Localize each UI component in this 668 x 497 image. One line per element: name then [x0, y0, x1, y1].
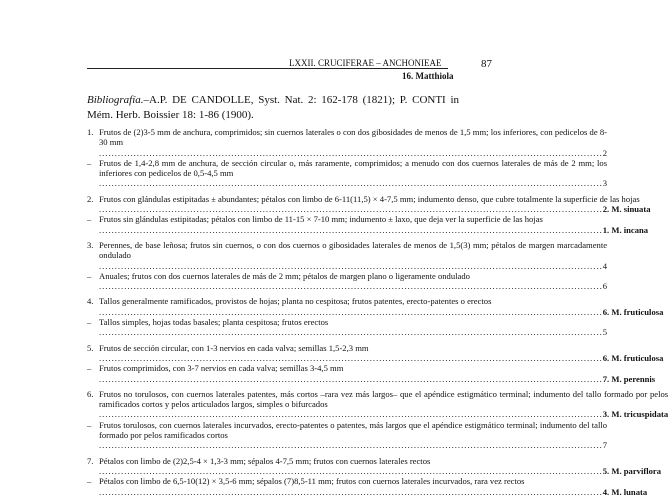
key-couplet-text: [99, 420, 607, 451]
key-couplet: [87, 214, 649, 235]
key-couplet: [87, 296, 664, 317]
key-leader-line: [99, 225, 648, 235]
key-couplet-body: Frutos torulosos, con cuernos laterales incurvados, erecto-patentes o patentes, más largos que el apéndice estigmático terminal; indumento del tallo formado por pelos ramificados cortos: [99, 419, 608, 441]
key-couplet-number: 2.: [87, 193, 94, 204]
key-couplet-body: Anuales; frutos con dos cuernos laterales de más de 2 mm; pétalos de margen plano o ligeramente ondulado: [99, 270, 470, 281]
leader-dots: [99, 281, 603, 291]
key-couplet-text: [99, 214, 648, 235]
key-leader-line: [99, 261, 607, 271]
key-couplet-number: 1.: [87, 127, 94, 137]
key-result: 2. M. sinuata: [602, 204, 651, 215]
leader-dots: [99, 466, 603, 476]
key-result: 3. M. tricuspidata: [602, 409, 668, 420]
key-result: 7. M. perennis: [602, 373, 656, 384]
key-result: 6. M. fruticulosa: [602, 306, 664, 317]
key-couplet-number: –: [87, 476, 92, 487]
key-leader-line: [99, 307, 663, 317]
key-couplet-body: Frutos de (2)3-5 mm de anchura, comprimidos; sin cuernos laterales o con dos gibosidades de menos de 1,5 mm; los inferiores, con pedicelos de 8-30 mm: [99, 127, 608, 148]
key-leader-line: [99, 281, 607, 291]
page-number: 87: [481, 58, 492, 70]
key-couplet-body: Frutos de sección circular, con 1-3 nervios en cada valva; semillas 1,5-2,3 mm: [99, 342, 369, 353]
leader-dots: [99, 204, 603, 214]
leader-dots: [99, 225, 603, 235]
key-couplet-text: [99, 158, 607, 189]
key-couplet-text: [99, 456, 661, 477]
key-couplet-number: –: [87, 270, 92, 281]
key-result: 7: [602, 440, 608, 451]
key-result: 4: [602, 260, 608, 271]
key-leader-line: [99, 487, 647, 497]
key-leader-line: [99, 353, 663, 363]
key-couplet-text: [99, 240, 607, 271]
key-leader-line: [99, 148, 607, 158]
key-couplet-body: Frutos no torulosos, con cuernos laterales patentes, más cortos –rara vez más largos– que el apéndice estigmático terminal; indumento del tallo formado por pelos ramificados cortos y pelos articulados largos, simples o bifurcados: [99, 388, 668, 410]
key-couplet: [87, 127, 608, 158]
bibliography-text: –A.P. DE CANDOLLE, Syst. Nat. 2: 162-178 (1821); P. CONTI in Mém. Herb. Boissier 18: 1-86 (1900).: [87, 94, 459, 121]
header-rule: [87, 68, 448, 69]
key-leader-line: [99, 178, 607, 188]
leader-dots: [99, 353, 603, 363]
key-couplet-text: [99, 296, 663, 317]
key-couplet: [87, 342, 664, 364]
leader-dots: [99, 440, 603, 450]
key-result: 4. M. lunata: [602, 486, 648, 497]
key-result: 5: [602, 327, 608, 338]
key-leader-line: [99, 440, 607, 450]
running-header-title: LXXII. CRUCIFERAE – ANCHONIEAE: [289, 58, 442, 68]
leader-dots: [99, 307, 603, 317]
key-couplet-body: Tallos simples, hojas todas basales; planta cespitosa; frutos erectos: [99, 317, 329, 328]
key-couplet: [87, 388, 668, 420]
key-couplet-body: Pétalos con limbo de (2)2,5-4 × 1,3-3 mm; sépalos 4-7,5 mm; frutos con cuernos laterales rectos: [99, 455, 431, 466]
key-leader-line: [99, 374, 655, 384]
key-couplet-text: [99, 476, 647, 497]
key-couplet-number: 6.: [87, 388, 94, 399]
key-couplet-text: [99, 363, 655, 384]
key-couplet-text: [99, 343, 663, 364]
key-couplet-number: –: [87, 157, 92, 168]
key-result: 6. M. fruticulosa: [602, 352, 664, 363]
leader-dots: [99, 487, 603, 497]
leader-dots: [99, 178, 603, 188]
leader-dots: [99, 148, 603, 158]
key-couplet-body: Perennes, de base leñosa; frutos sin cuernos, o con dos cuernos o gibosidades laterales de menos de 1,5(3) mm; pétalos de margen marcadamente ondulado: [99, 239, 608, 261]
leader-dots: [99, 261, 603, 271]
key-couplet-text: [99, 194, 651, 215]
bibliography-paragraph: [87, 93, 459, 123]
key-leader-line: [99, 327, 607, 337]
key-couplet: [87, 157, 608, 189]
identification-key: [87, 127, 668, 497]
key-couplet-text: [99, 389, 668, 420]
running-header-genus: 16. Matthiola: [402, 71, 454, 81]
key-leader-line: [99, 409, 668, 419]
key-couplet-number: –: [87, 419, 92, 430]
key-result: 2: [602, 147, 608, 158]
key-couplet-number: 7.: [87, 455, 94, 466]
leader-dots: [99, 374, 603, 384]
leader-dots: [99, 409, 603, 419]
key-couplet-body: Frutos con glándulas estipitadas ± abundantes; pétalos con limbo de 6-11(11,5) × 4-7,5 mm; indumento denso, que cubre totalmente la superficie de las hojas: [99, 193, 640, 204]
key-result: 6: [602, 281, 608, 292]
key-couplet-number: –: [87, 317, 92, 328]
key-couplet: [87, 363, 656, 384]
bibliography-lead: Bibliografía.: [87, 94, 144, 106]
key-couplet-number: 4.: [87, 296, 94, 307]
key-result: 1. M. incana: [602, 224, 649, 235]
key-couplet-body: Frutos comprimidos, con 3-7 nervios en cada valva; semillas 3-4,5 mm: [99, 363, 344, 374]
key-couplet-number: 5.: [87, 342, 94, 353]
key-couplet-body: Pétalos con limbo de 6,5-10(12) × 3,5-6 mm; sépalos (7)8,5-11 mm; frutos con cuernos laterales incurvados, rara vez rectos: [99, 476, 525, 487]
key-couplet: [87, 476, 648, 497]
key-couplet-number: –: [87, 363, 92, 374]
key-couplet-text: [99, 271, 607, 292]
key-couplet-body: Frutos sin glándulas estipitadas; pétalos con limbo de 11-15 × 7-10 mm; indumento ± laxo, que deja ver la superficie de las hojas: [99, 214, 543, 225]
key-leader-line: [99, 466, 661, 476]
key-couplet: [87, 419, 608, 451]
key-result: 3: [602, 178, 608, 189]
key-result: 5. M. parviflora: [602, 465, 661, 476]
key-couplet: [87, 455, 661, 477]
key-couplet-text: [99, 127, 607, 158]
key-couplet-body: Frutos de 1,4-2,8 mm de anchura, de sección circular o, más raramente, comprimidos; a menudo con dos cuernos laterales de más de 2 mm; los inferiores con pedicelos de 0,5-4,5 mm: [99, 157, 608, 179]
key-couplet-text: [99, 317, 607, 338]
key-couplet: [87, 317, 608, 338]
key-couplet-number: –: [87, 214, 92, 225]
key-leader-line: [99, 204, 651, 214]
key-couplet-number: 3.: [87, 239, 94, 250]
leader-dots: [99, 327, 603, 337]
key-couplet-body: Tallos generalmente ramificados, provistos de hojas; planta no cespitosa; frutos patentes, erecto-patentes o erectos: [99, 296, 492, 307]
key-couplet: [87, 239, 608, 271]
key-couplet: [87, 270, 608, 292]
key-couplet: [87, 193, 651, 215]
